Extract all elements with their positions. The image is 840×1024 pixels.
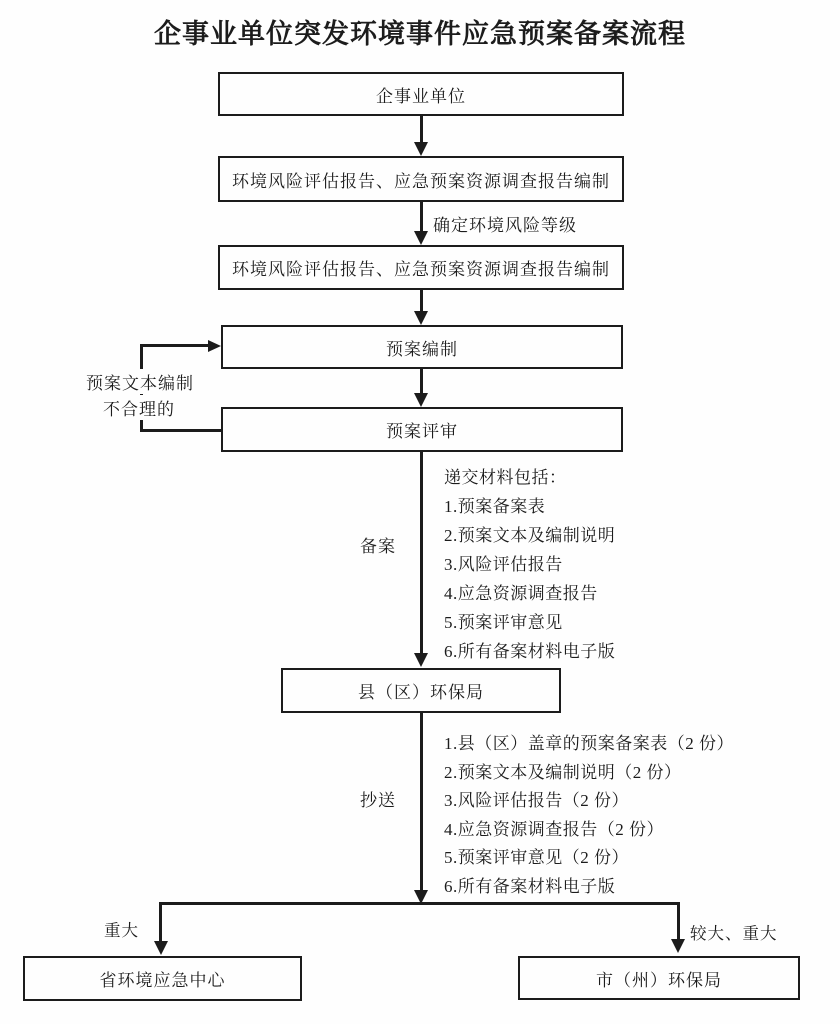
list-item: 5.预案评审意见（2 份） (444, 848, 629, 867)
submit-materials-header: 递交材料包括： (444, 468, 567, 487)
list-item: 4.应急资源调查报告 (444, 584, 598, 603)
node-city-epb: 市（州）环保局 (518, 956, 800, 1000)
feedback-line-top (140, 344, 209, 347)
connector-compile-to-review (420, 369, 423, 395)
arrow-down-icon (671, 939, 685, 953)
edge-label-copy-to: 抄送 (360, 791, 396, 810)
list-item: 6.所有备案材料电子版 (444, 642, 616, 661)
list-item: 2.预案文本及编制说明 (444, 526, 616, 545)
edge-label-larger-major: 较大、重大 (690, 924, 778, 943)
arrow-down-icon (414, 311, 428, 325)
connector-branch-to-province (159, 902, 162, 943)
edge-label-filing: 备案 (360, 537, 396, 556)
node-enterprise-unit: 企事业单位 (218, 72, 624, 116)
list-item: 4.应急资源调查报告（2 份） (444, 819, 664, 839)
connector-report-to-report (420, 202, 423, 233)
arrow-down-icon (414, 142, 428, 156)
node-plan-review: 预案评审 (221, 407, 623, 452)
feedback-label-line1: 预案文本编制 (84, 369, 196, 394)
connector-report-to-compile (420, 290, 423, 313)
page-title: 企事业单位突发环境事件应急预案备案流程 (154, 19, 686, 49)
connector-unit-to-report (420, 116, 423, 145)
edge-label-determine-risk-level: 确定环境风险等级 (433, 216, 577, 235)
list-item: 6.所有备案材料电子版 (444, 876, 616, 896)
arrow-right-icon (208, 340, 221, 352)
node-county-epb: 县（区）环保局 (281, 668, 561, 713)
node-risk-report-compile-top: 环境风险评估报告、应急预案资源调查报告编制 (218, 156, 624, 202)
arrow-down-icon (414, 653, 428, 667)
node-risk-report-compile-bottom: 环境风险评估报告、应急预案资源调查报告编制 (218, 245, 624, 290)
feedback-label-line2: 不合理的 (101, 395, 177, 420)
list-item: 3.风险评估报告 (444, 555, 563, 574)
feedback-line-bottom (140, 429, 221, 432)
list-item: 3.风险评估报告（2 份） (444, 791, 629, 810)
connector-review-to-county (420, 452, 423, 655)
copy-materials-list (444, 730, 734, 901)
arrow-down-icon (154, 941, 168, 955)
list-item: 5.预案评审意见 (444, 613, 563, 632)
connector-branch-to-city (677, 902, 680, 941)
list-item: 2.预案文本及编制说明（2 份） (444, 762, 682, 782)
branch-horizontal-line (159, 902, 680, 905)
node-plan-compile: 预案编制 (221, 325, 623, 369)
list-item: 1.县（区）盖章的预案备案表（2 份） (444, 734, 734, 753)
arrow-down-icon (414, 393, 428, 407)
edge-label-major: 重大 (104, 921, 139, 940)
list-item: 1.预案备案表 (444, 497, 546, 516)
arrow-down-icon (414, 231, 428, 245)
connector-county-to-branch (420, 713, 423, 892)
node-province-emergency-center: 省环境应急中心 (23, 956, 302, 1001)
submit-materials-list (444, 463, 615, 666)
